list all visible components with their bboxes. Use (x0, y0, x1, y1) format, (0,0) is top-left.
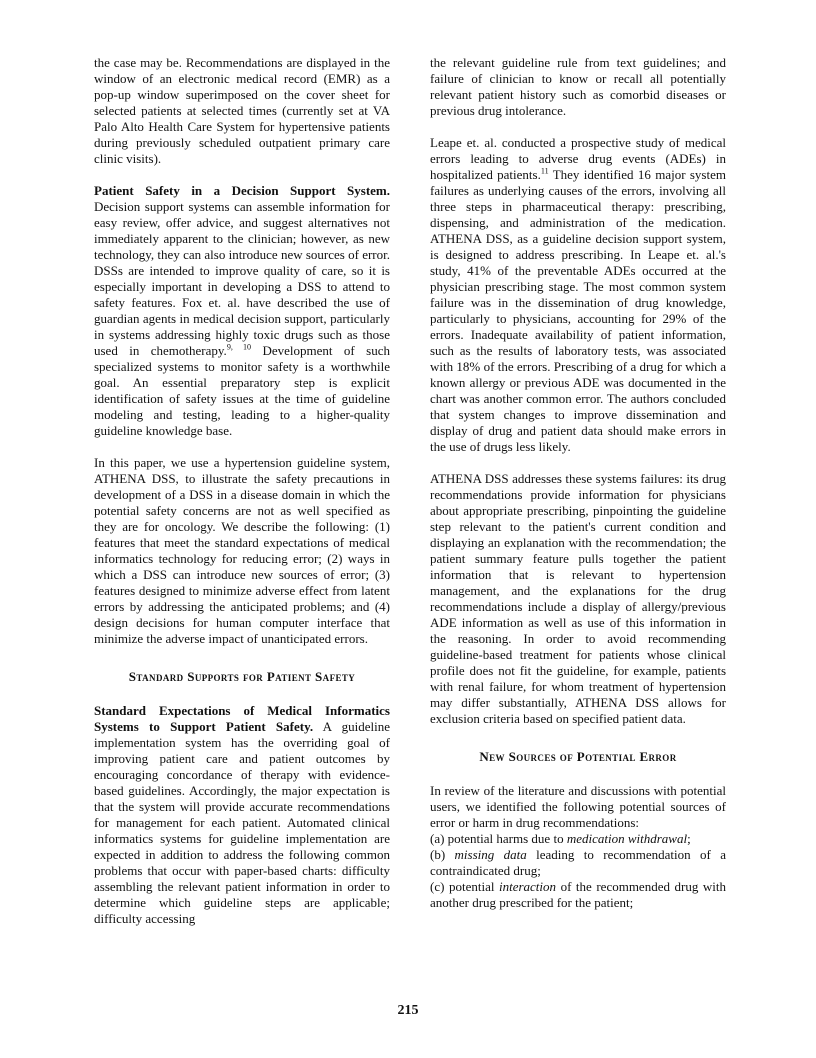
paragraph: Leape et. al. conducted a prospective study of medical errors leading to adverse drug events (ADEs) in hospitalized patients.$^{11}$ They identified 16 major system failures as underlying causes of the errors, involving all three steps in pharmaceutical therapy: prescribing, dispensing, and administration of the medication. ATHENA DSS, as a guideline decision support system, is designed to address prescribing. In Leape et. al.'s study, 41% of the preventable ADEs occurred at the physician prescribing stage. The most common system failure was in the dissemination of drug knowledge, particularly to physicians, accounting for 29% of the errors. Inadequate availability of patient information, such as the results of laboratory tests, was associated with 18% of the errors. Prescribing of a drug for which a known allergy or previous ADE was documented in the chart was another common error. The authors concluded that system changes to improve dissemination and display of drug and patient data should make errors in the use of drugs less likely. (430, 135, 726, 454)
section-heading: Standard Supports for Patient Safety (128, 669, 356, 684)
section-heading: New Sources of Potential Error (479, 749, 677, 764)
paragraph: Patient Safety in a Decision Support System. Decision support systems can assemble information for easy review, offer advice, and suggest alternatives not immediately apparent to the clinician; however, as new technology, they can also introduce new sources of error. DSSs are intended to improve quality of care, so it is especially important in developing a DSS to attend to safety features. Fox et. al. have described the use of guardian agents in medical decision support, particularly in systems addressing highly toxic drugs such as those used in chemotherapy.$^{9, 10}$ Development of such specialized systems to monitor safety is a worthwhile goal. An essential preparatory step is explicit identification of safety issues at the time of guideline modeling and testing, leading to a higher-quality guideline knowledge base. (94, 183, 391, 438)
list-item: (a) potential harms due to medication withdrawal; (430, 831, 691, 846)
paragraph: In this paper, we use a hypertension guideline system, ATHENA DSS, to illustrate the safety precautions in development of a DSS in a disease domain in which the potential safety concerns are not as well specified as they are for oncology. We describe the following: (1) features that meet the standard expectations of medical informatics technology for reducing error; (2) ways in which a DSS can introduce new sources of error; (3) features designed to minimize adverse effect from latent errors by addressing the anticipated problems; and (4) design decisions for human computer interface that minimize the adverse impact of unanticipated errors. (94, 455, 390, 646)
paragraph: ATHENA DSS addresses these systems failures: its drug recommendations provide information for physicians about appropriate prescribing, pinpointing the guideline step relevant to the patient's current condition and displaying an explanation with the recommendation; the patient summary feature pulls together the patient information that is relevant to hypertension management, and the explanations for the drug recommendations include a display of allergy/previous ADE information as well as use of this information in the reasoning. In order to avoid recommending guideline-based treatment for patients whose clinical profile does not fit the guideline, for example, patients with renal failure, for whom treatment of hypertension may differ substantially, ATHENA DSS allows for exclusion criteria based on specified patient data. (430, 471, 726, 726)
page-number: 215 (397, 1003, 419, 1018)
list-item: (b) missing data leading to recommendation of a contraindicated drug; (430, 847, 726, 878)
list-item: (c) potential interaction of the recommended drug with another drug prescribed for the patient; (430, 879, 726, 910)
two-column-layout (94, 55, 726, 927)
paragraph: the case may be. Recommendations are displayed in the window of an electronic medical record (EMR) as a pop-up window superimposed on the cover sheet for selected patients at selected times (currently set at VA Palo Alto Health Care System for hypertensive patients during previously scheduled outpatient primary care clinic visits). (94, 55, 390, 166)
paragraph: the relevant guideline rule from text guidelines; and failure of clinician to know or recall all potentially relevant patient history such as comorbid diseases or previous drug intolerance. (430, 55, 726, 118)
left-column (94, 55, 390, 927)
paragraph: In review of the literature and discussions with potential users, we identified the following potential sources of error or harm in drug recommendations: (430, 783, 726, 830)
paragraph: Standard Expectations of Medical Informatics Systems to Support Patient Safety. A guideline implementation system has the overriding goal of improving patient care and patient outcomes by encouraging concordance of therapy with evidence-based guidelines. Accordingly, the major expectation is that the system will provide accurate recommendations for management for each patient. Automated clinical informatics systems for guideline implementation are expected in addition to address the following common problems that occur with paper-based charts: difficulty assembling the relevant patient information in order to determine which guideline steps are applicable; difficulty accessing (94, 703, 390, 926)
right-column (430, 55, 726, 927)
